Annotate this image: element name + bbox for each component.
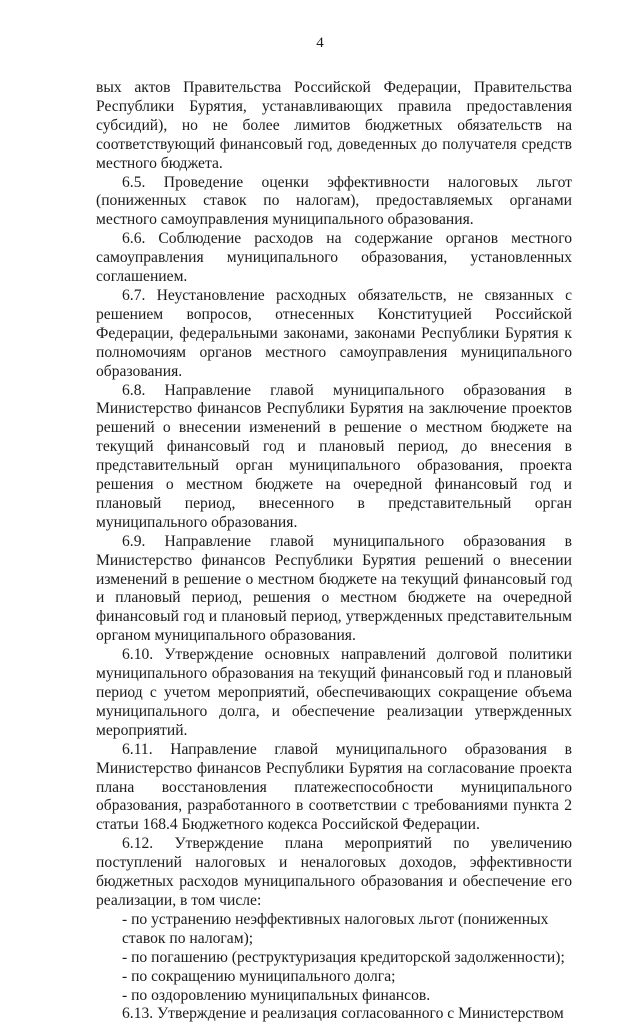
page-number: 4 xyxy=(316,35,324,51)
paragraph-6-12: 6.12. Утверждение плана мероприятий по увеличению поступлений налоговых и неналоговых доходов, эффективности бюджетных расходов муниципального образования и обеспечение его реализации, в том числе: xyxy=(96,835,572,909)
paragraph-6-9: 6.9. Направление главой муниципального образования в Министерство финансов Республики Бурятия решений о внесении изменений в решение о местном бюджете на текущий финансовый год и плановый период, решения о местном бюджете на очередной финансовый год и плановый период, утвержденных представительным органом муниципального образования. xyxy=(96,532,572,645)
paragraph-6-7: 6.7. Неустановление расходных обязательств, не связанных с решением вопросов, отнесенных Конституцией Российской Федерации, федеральными законами, законами Республики Бурятия к полномочиям органов местного самоуправления муниципального образования. xyxy=(96,286,572,380)
list-item: - по погашению (реструктуризация кредиторской задолженности); xyxy=(122,948,565,966)
list-item: - по сокращению муниципального долга; xyxy=(122,967,396,985)
paragraph-6-5: 6.5. Проведение оценки эффективности налоговых льгот (пониженных ставок по налогам), предоставляемых органами местного самоуправления муниципального образования. xyxy=(96,173,572,229)
paragraph-6-6: 6.6. Соблюдение расходов на содержание органов местного самоуправления муниципального образования, установленных соглашением. xyxy=(96,230,572,286)
document-body xyxy=(96,79,572,1024)
paragraph-6-13: 6.13. Утверждение и реализация согласованного с Министерством xyxy=(122,1005,564,1023)
paragraph-6-11: 6.11. Направление главой муниципального образования в Министерство финансов Республики Бурятия на согласование проекта плана восстановления платежеспособности муниципального образования, разработанного в соответствии с требованиями пункта 2 статьи 168.4 Бюджетного кодекса Российской Федерации. xyxy=(96,740,572,834)
paragraph-6-10: 6.10. Утверждение основных направлений долговой политики муниципального образования на текущий финансовый год и плановый период с учетом мероприятий, обеспечивающих сокращение объема муниципального долга, и обеспечение реализации утвержденных мероприятий. xyxy=(96,646,572,739)
paragraph-continuation: вых актов Правительства Российской Федерации, Правительства Республики Бурятия, устанавливающих правила предоставления субсидий), но не более лимитов бюджетных обязательств на соответствующий финансовый год, доведенных до получателя средств местного бюджета. xyxy=(96,79,572,172)
list-item: - по устранению неэффективных налоговых льгот (пониженных ставок по налогам); xyxy=(122,910,549,947)
paragraph-6-8: 6.8. Направление главой муниципального образования в Министерство финансов Республики Бурятия на заключение проектов решений о внесении изменений в решение о местном бюджете на текущий финансовый год и плановый период, до внесения в представительный орган муниципального образования, проекта решения о местном бюджете на очередной финансовый год и плановый период, внесенного в представительный орган муниципального образования. xyxy=(96,381,572,531)
list-item: - по оздоровлению муниципальных финансов. xyxy=(122,986,431,1004)
